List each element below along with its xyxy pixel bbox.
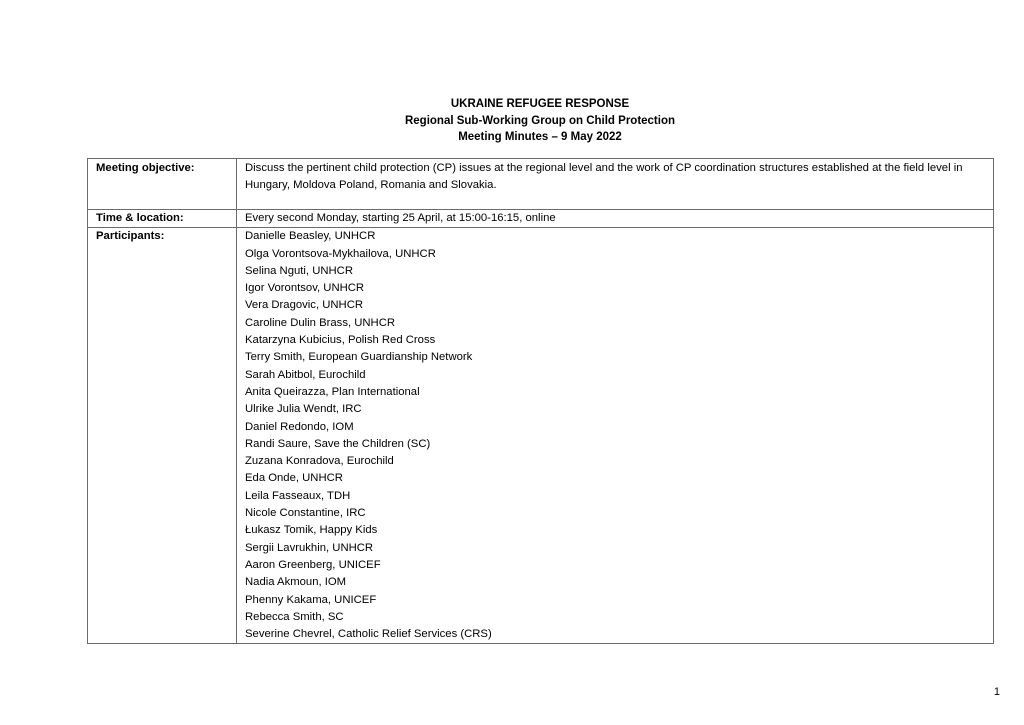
minutes-table [87,158,994,644]
participant-item: Severine Chevrel, Catholic Relief Services (CRS) [245,628,492,641]
objective-value: Discuss the pertinent child protection (CP) issues at the regional level and the work of CP coordination structures established at the field level in Hungary, Moldova Poland, Romania and Slovakia. [237,159,994,210]
participants-label: Participants: [88,228,237,644]
participant-item: Leila Fasseaux, TDH [245,489,351,502]
time-location-label: Time & location: [88,210,237,228]
header-title: UKRAINE REFUGEE RESPONSE [450,98,630,110]
time-location-row [88,210,994,228]
participant-item: Olga Vorontsova-Mykhailova, UNHCR [245,247,436,260]
participant-item: Daniel Redondo, IOM [245,420,354,433]
participant-item: Ulrike Julia Wendt, IRC [245,403,362,416]
time-location-value: Every second Monday, starting 25 April, at 15:00-16:15, online [237,210,994,228]
objective-label: Meeting objective: [88,159,237,210]
participant-item: Vera Dragovic, UNHCR [245,299,364,312]
participant-item: Katarzyna Kubicius, Polish Red Cross [245,334,436,347]
participant-item: Danielle Beasley, UNHCR [245,230,376,243]
participant-item: Selina Nguti, UNHCR [245,264,353,277]
participant-item: Nadia Akmoun, IOM [245,576,347,589]
participant-item: Eda Onde, UNHCR [245,472,343,485]
participant-item: Caroline Dulin Brass, UNHCR [245,316,396,329]
participants-list [237,228,994,644]
participant-item: Aaron Greenberg, UNICEF [245,558,381,571]
participant-item: Sergii Lavrukhin, UNHCR [245,541,374,554]
participant-item: Randi Saure, Save the Children (SC) [245,437,431,450]
participant-item: Rebecca Smith, SC [245,610,344,623]
participant-item: Phenny Kakama, UNICEF [245,593,377,606]
participant-item: Terry Smith, European Guardianship Network [245,351,473,364]
participant-item: Łukasz Tomik, Happy Kids [245,524,378,537]
participant-item: Anita Queirazza, Plan International [245,385,420,398]
header-subtitle: Regional Sub-Working Group on Child Protection [404,114,676,127]
participant-item: Zuzana Konradova, Eurochild [245,455,394,468]
header-meeting-date: Meeting Minutes – 9 May 2022 [458,131,622,143]
document-header [0,96,1024,146]
participant-item: Igor Vorontsov, UNHCR [245,282,365,295]
participants-row [88,228,994,644]
participant-item: Nicole Constantine, IRC [245,507,366,520]
page-number: 1 [993,686,1000,698]
objective-row [88,159,994,210]
participant-item: Sarah Abitbol, Eurochild [245,368,366,381]
